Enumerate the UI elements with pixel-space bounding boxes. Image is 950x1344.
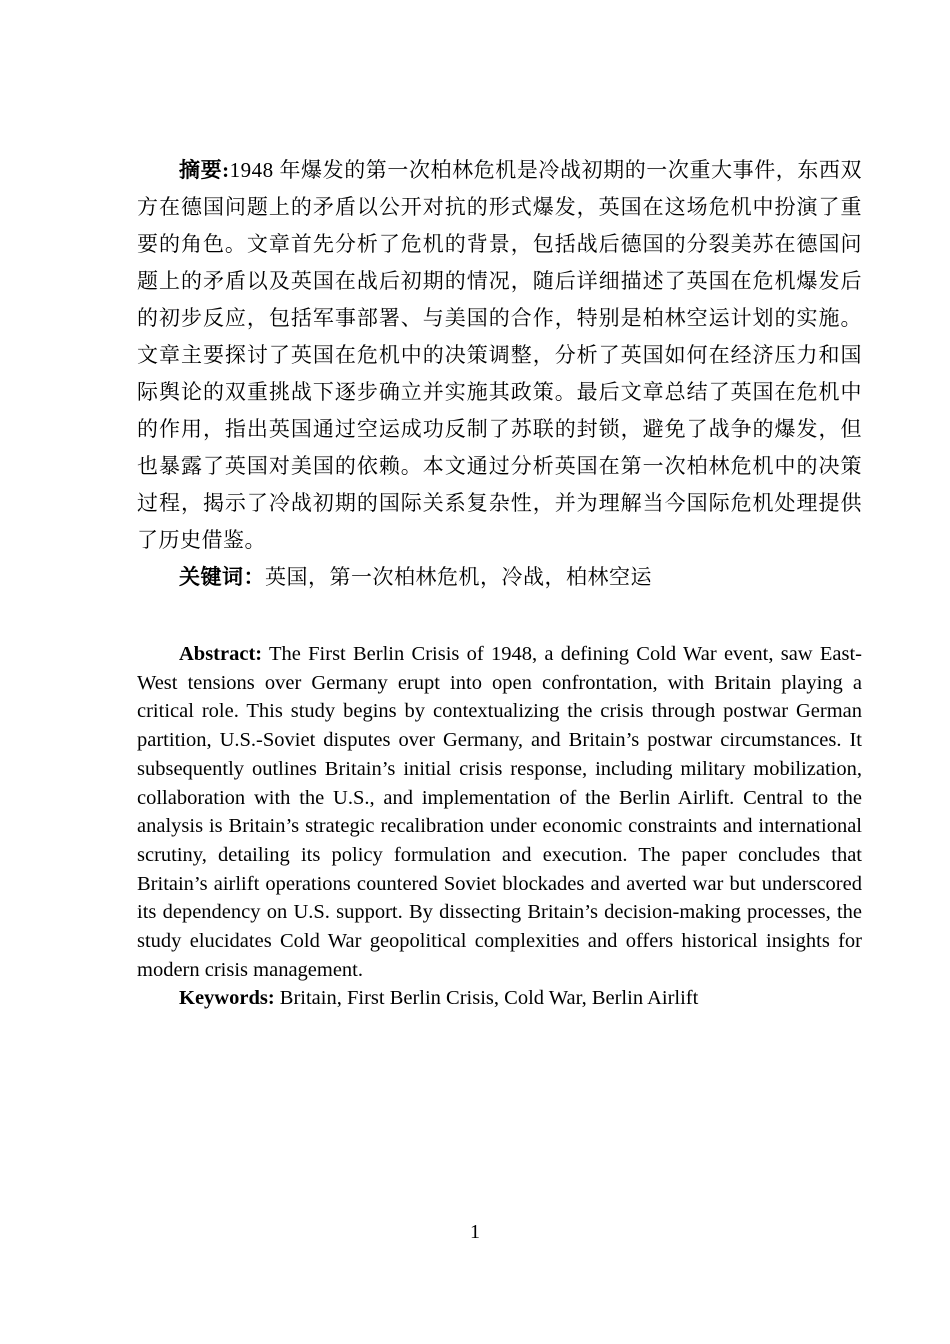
english-abstract-label: Abstract: <box>179 643 263 665</box>
english-keywords-label: Keywords: <box>179 987 275 1010</box>
chinese-abstract-paragraph <box>137 152 862 559</box>
chinese-keywords-line <box>137 559 862 596</box>
english-keywords-line <box>137 984 862 1013</box>
english-abstract-block <box>137 640 862 1013</box>
page-number: 1 <box>470 1221 480 1243</box>
chinese-abstract-text: 1948 年爆发的第一次柏林危机是冷战初期的一次重大事件，东西双方在德国问题上的矛盾以公开对抗的形式爆发，英国在这场危机中扮演了重要的角色。文章首先分析了危机的背景，包括战后德国的分裂美苏在德国问题上的矛盾以及英国在战后初期的情况，随后详细描述了英国在危机爆发后的初步反应，包括军事部署、与美国的合作，特别是柏林空运计划的实施。文章主要探讨了英国在危机中的决策调整，分析了英国如何在经济压力和国际舆论的双重挑战下逐步确立并实施其政策。最后文章总结了英国在危机中的作用，指出英国通过空运成功反制了苏联的封锁，避免了战争的爆发，但也暴露了英国对美国的依赖。本文通过分析英国在第一次柏林危机中的决策过程，揭示了冷战初期的国际关系复杂性，并为理解当今国际危机处理提供了历史借鉴。 <box>137 158 862 552</box>
english-keywords-text: Britain, First Berlin Crisis, Cold War, Berlin Airlift <box>274 987 699 1010</box>
english-abstract-paragraph <box>137 640 862 984</box>
chinese-keywords-text: 英国，第一次柏林危机，冷战，柏林空运 <box>265 565 652 589</box>
chinese-abstract-label: 摘要: <box>179 158 230 182</box>
english-abstract-text: The First Berlin Crisis of 1948, a defining Cold War event, saw East-West tensions over Germany erupt into open confrontation, with Britain playing a critical role. This study begins by contextualizing the crisis through postwar German partition, U.S.-Soviet disputes over Germany, and Britain’s postwar circumstances. It subsequently outlines Britain’s initial crisis response, including military mobilization, collaboration with the U.S., and implementation of the Berlin Airlift. Central to the analysis is Britain’s strategic recalibration under economic constraints and international scrutiny, detailing its policy formulation and execution. The paper concludes that Britain’s airlift operations countered Soviet blockades and averted war but underscored its dependency on U.S. support. By dissecting Britain’s decision-making processes, the study elucidates Cold War geopolitical complexities and offers historical insights for modern crisis management. <box>137 643 862 981</box>
page-content <box>137 152 862 1013</box>
chinese-keywords-label: 关键词： <box>179 565 265 589</box>
